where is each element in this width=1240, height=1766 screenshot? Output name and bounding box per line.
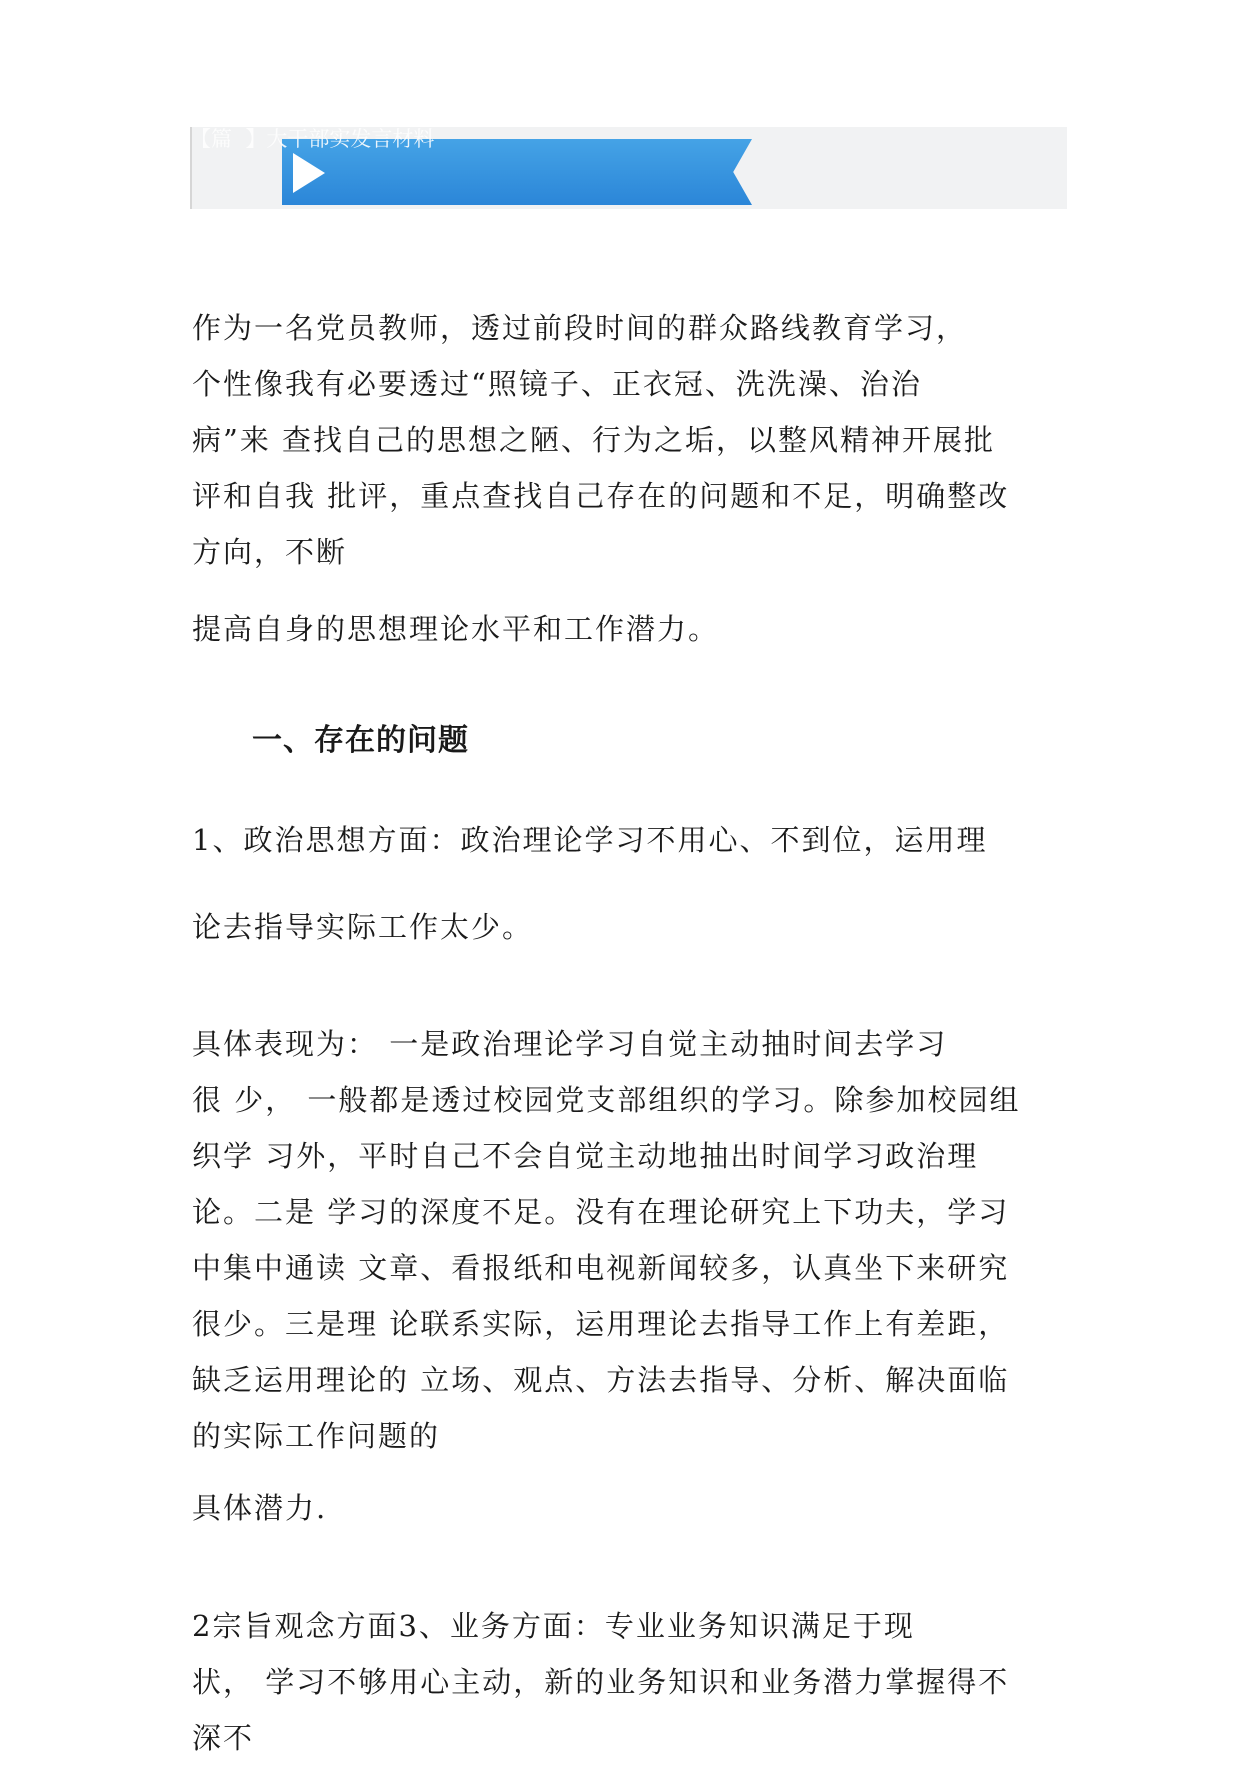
item2-line: 2宗旨观念方面3、业务方面：专业业务知识满足于现 (192, 1609, 915, 1643)
detail-line: 具体表现为： 一是政治理论学习自觉主动抽时间去学习 (192, 1027, 948, 1061)
detail-line: 的实际工作问题的 (192, 1419, 441, 1453)
intro-line: 评和自我 批评，重点查找自己存在的问题和不足，明确整改 (192, 479, 1010, 513)
item1-line1 (192, 812, 1072, 868)
detail-line: 织学 习外，平时自己不会自觉主动地抽出时间学习政治理 (192, 1139, 979, 1173)
item1-text: 论去指导实际工作太少。 (192, 910, 534, 944)
detail-line: 很 少， 一般都是透过校园党支部组织的学习。除参加校园组 (192, 1083, 1021, 1117)
section-heading: 一、存在的问题 (252, 723, 469, 758)
item1-text: 1、政治思想方面：政治理论学习不用心、不到位，运用理 (192, 823, 988, 857)
header-banner (190, 127, 1067, 209)
intro-line: 个性像我有必要透过“照镜子、正衣冠、洗洗澡、治治 (192, 367, 922, 401)
item2-line: 深不 (192, 1721, 255, 1755)
intro-paragraph (192, 300, 1072, 580)
detail-tail (192, 1480, 1072, 1536)
item2-line: 状， 学习不够用心主动，新的业务知识和业务潜力掌握得不 (192, 1665, 1010, 1699)
detail-line: 缺乏运用理论的 立场、观点、方法去指导、分析、解决面临 (192, 1363, 1010, 1397)
item2-paragraph (192, 1598, 1072, 1766)
detail-line: 很少。三是理 论联系实际，运用理论去指导工作上有差距， (192, 1307, 1010, 1341)
detail-line: 中集中通读 文章、看报纸和电视新闻较多，认真坐下来研究 (192, 1251, 1010, 1285)
detail-tail-line: 具体潜力. (192, 1491, 328, 1525)
intro-tail (192, 601, 1072, 657)
intro-line: 病”来 查找自己的思想之陋、行为之垢，以整风精神开展批 (192, 423, 996, 457)
intro-line: 作为一名党员教师，透过前段时间的群众路线教育学习， (192, 311, 968, 345)
banner-title: 【篇 】大干部实发言材料 (190, 127, 435, 151)
detail-paragraph (192, 1016, 1072, 1464)
detail-line: 论。二是 学习的深度不足。没有在理论研究上下功夫，学习 (192, 1195, 1010, 1229)
play-arrow-icon (293, 153, 325, 193)
intro-line: 方向，不断 (192, 535, 348, 569)
item1-line2 (192, 899, 1072, 955)
intro-tail-line: 提高自身的思想理论水平和工作潜力。 (192, 612, 720, 646)
